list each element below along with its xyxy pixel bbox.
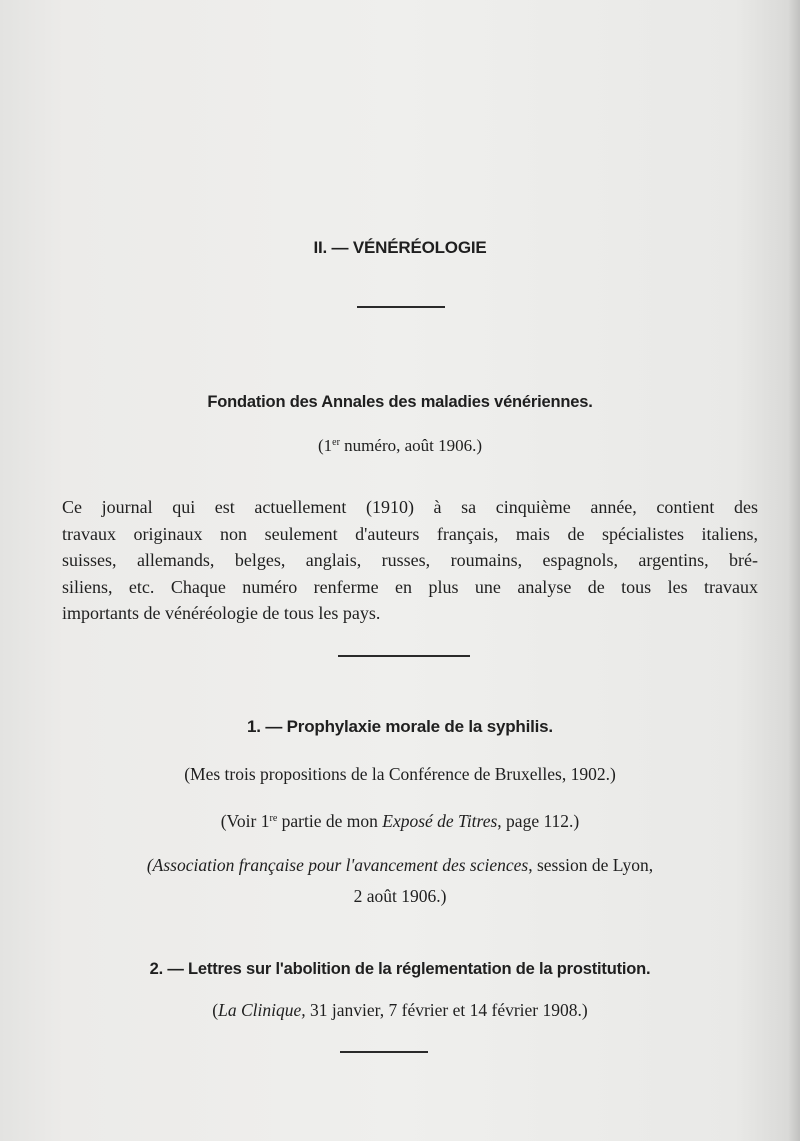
item1-line1: (Mes trois propositions de la Conférence de Bruxelles, 1902.) [184,764,616,784]
fondation-paragraph [62,494,758,627]
divider-rule [340,1051,428,1053]
fondation-subtitle-rest: numéro, août 1906.) [339,436,483,455]
item1-line2-sup: re [269,813,278,824]
item2-title: 2. — Lettres sur l'abolition de la réglementation de la prostitution. [149,960,651,978]
item2-line1-open: ( [212,1000,219,1020]
item1-line3-rest: , session de Lyon, [528,855,654,875]
item1-line4: 2 août 1906.) [353,886,447,906]
paragraph-line: siliens, etc. Chaque numéro renferme en plus une analyse de tous les travaux [62,576,758,597]
item2-line1-italic: La Clinique, [218,1000,306,1020]
item1-title: 1. — Prophylaxie morale de la syphilis. [247,717,553,736]
divider-rule [357,306,445,308]
item1-line2-b: partie de mon [277,811,383,831]
fondation-subtitle-open: (1 [317,436,333,455]
fondation-title: Fondation des Annales des maladies vénériennes. [207,393,593,411]
item2-line1 [0,1000,800,1021]
paragraph-line: suisses, allemands, belges, anglais, russes, roumains, espagnols, argentins, bré- [62,550,758,570]
item1-line2-a: (Voir 1 [220,811,270,831]
fondation-subtitle [0,436,800,456]
item1-line3 [0,855,800,876]
paragraph-line: importants de vénéréologie de tous les pays. [62,603,381,623]
section-heading: II. — VÉNÉRÉOLOGIE [313,238,487,257]
item1-line2-italic: Exposé de Titres [382,811,498,831]
item1-line2-c: , page 112.) [497,811,580,831]
item2-line1-rest: 31 janvier, 7 février et 14 février 1908.) [305,1000,588,1020]
paragraph-line: travaux originaux non seulement d'auteurs français, mais de spécialistes italiens, [62,523,758,544]
paragraph-line: Ce journal qui est actuellement (1910) à sa cinquième année, contient des [62,497,758,517]
item1-line2 [0,811,800,832]
item1-line3-italic: (Association française pour l'avancement des sciences [146,855,529,875]
fondation-subtitle-sup: er [332,437,340,448]
divider-rule [338,655,470,657]
